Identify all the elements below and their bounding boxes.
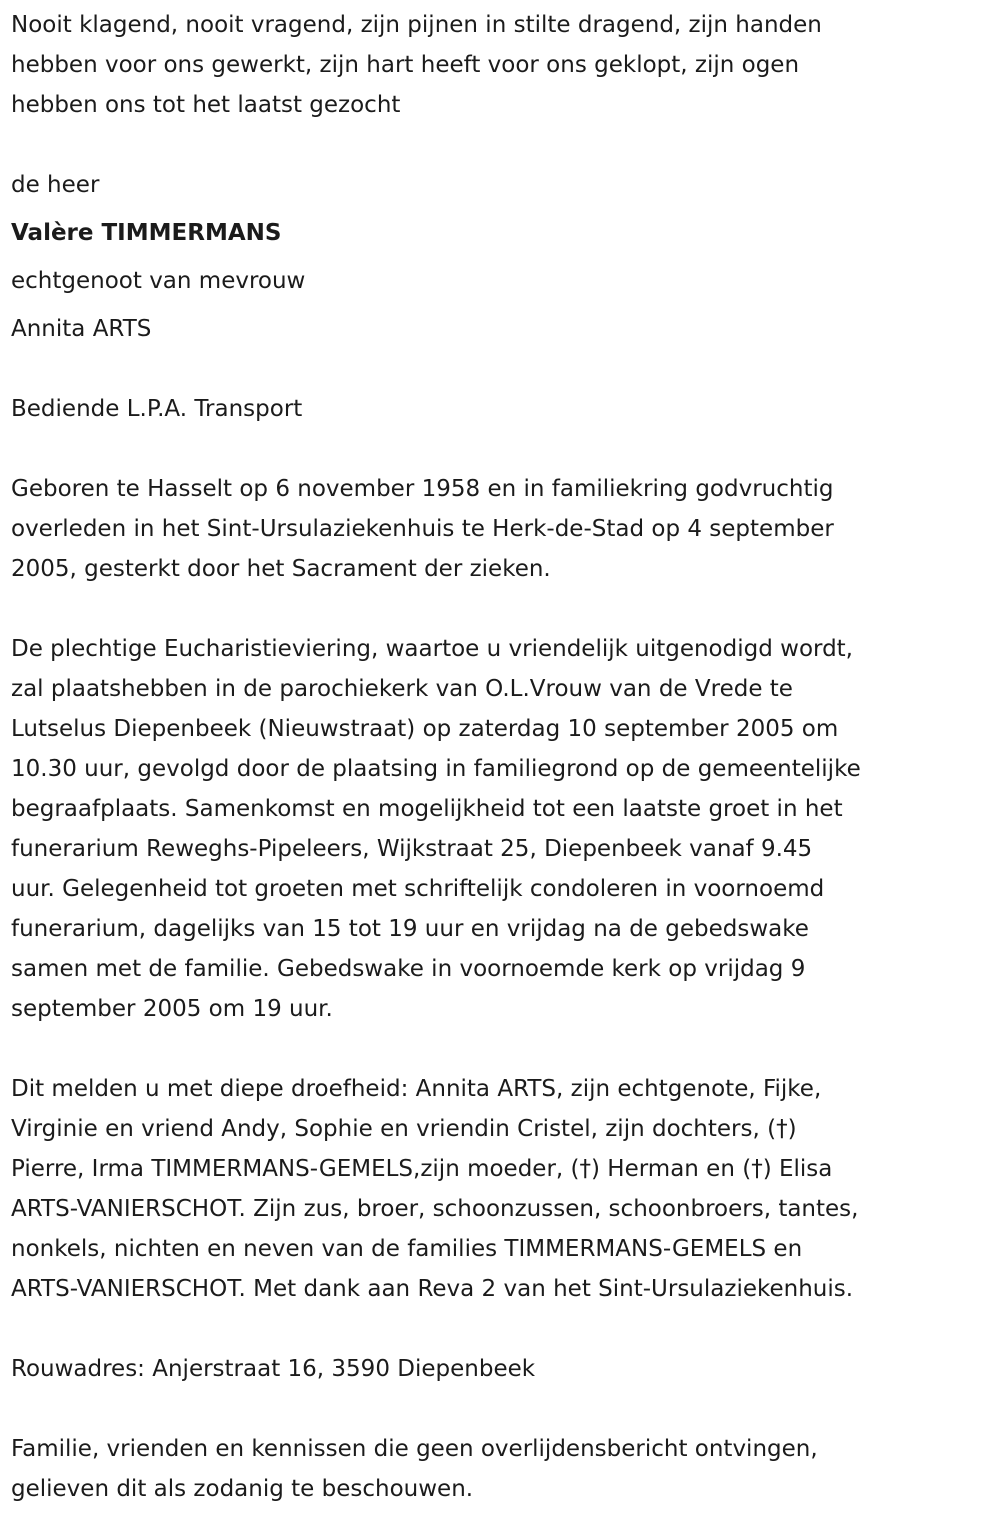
paragraph-occupation <box>11 389 1000 429</box>
text-line: 2005, gesterkt door het Sacrament der zieken. <box>11 556 551 582</box>
paragraph-ceremony <box>11 629 1000 1029</box>
text-line: ARTS-VANIERSCHOT. Met dank aan Reva 2 van het Sint-Ursulaziekenhuis. <box>11 1276 854 1302</box>
text-line: de heer <box>11 172 100 198</box>
paragraph-title <box>11 165 1000 205</box>
paragraph-spouse-label <box>11 261 1000 301</box>
text-line: echtgenoot van mevrouw <box>11 268 306 294</box>
text-line: Annita ARTS <box>11 316 152 342</box>
text-line: funerarium, dagelijks van 15 tot 19 uur en vrijdag na de gebedswake <box>11 916 809 942</box>
text-line: Valère TIMMERMANS <box>11 220 282 246</box>
text-line: Dit melden u met diepe droefheid: Annita ARTS, zijn echtgenote, Fijke, <box>11 1076 822 1102</box>
text-line: De plechtige Eucharistieviering, waartoe u vriendelijk uitgenodigd wordt, <box>11 636 853 662</box>
text-line: Geboren te Hasselt op 6 november 1958 en in familiekring godvruchtig <box>11 476 834 502</box>
paragraph-address <box>11 1349 1000 1389</box>
text-line: Bediende L.P.A. Transport <box>11 396 303 422</box>
text-line: Virginie en vriend Andy, Sophie en vriendin Cristel, zijn dochters, (†) <box>11 1116 797 1142</box>
paragraph-name <box>11 213 1000 253</box>
text-line: ARTS-VANIERSCHOT. Zijn zus, broer, schoonzussen, schoonbroers, tantes, <box>11 1196 859 1222</box>
text-line: begraafplaats. Samenkomst en mogelijkheid tot een laatste groet in het <box>11 796 843 822</box>
text-line: nonkels, nichten en neven van de families TIMMERMANS-GEMELS en <box>11 1236 803 1262</box>
text-line: Familie, vrienden en kennissen die geen overlijdensbericht ontvingen, <box>11 1436 818 1462</box>
text-line: zal plaatshebben in de parochiekerk van O.L.Vrouw van de Vrede te <box>11 676 793 702</box>
paragraph-spouse-name <box>11 309 1000 349</box>
paragraph-closing <box>11 1429 1000 1509</box>
text-line: september 2005 om 19 uur. <box>11 996 333 1022</box>
text-line: overleden in het Sint-Ursulaziekenhuis te Herk-de-Stad op 4 september <box>11 516 834 542</box>
text-line: samen met de familie. Gebedswake in voornoemde kerk op vrijdag 9 <box>11 956 806 982</box>
text-line: hebben voor ons gewerkt, zijn hart heeft voor ons geklopt, zijn ogen <box>11 52 800 78</box>
text-line: hebben ons tot het laatst gezocht <box>11 92 401 118</box>
text-line: Nooit klagend, nooit vragend, zijn pijnen in stilte dragend, zijn handen <box>11 12 822 38</box>
text-line: Pierre, Irma TIMMERMANS-GEMELS,zijn moeder, (†) Herman en (†) Elisa <box>11 1156 833 1182</box>
text-line: gelieven dit als zodanig te beschouwen. <box>11 1476 474 1502</box>
paragraph-motto <box>11 5 1000 125</box>
text-line: Rouwadres: Anjerstraat 16, 3590 Diepenbeek <box>11 1356 536 1382</box>
paragraph-family <box>11 1069 1000 1309</box>
text-line: funerarium Reweghs-Pipeleers, Wijkstraat 25, Diepenbeek vanaf 9.45 <box>11 836 813 862</box>
paragraph-birth-death <box>11 469 1000 589</box>
text-line: Lutselus Diepenbeek (Nieuwstraat) op zaterdag 10 september 2005 om <box>11 716 839 742</box>
text-line: uur. Gelegenheid tot groeten met schriftelijk condoleren in voornoemd <box>11 876 825 902</box>
text-line: 10.30 uur, gevolgd door de plaatsing in familiegrond op de gemeentelijke <box>11 756 861 782</box>
